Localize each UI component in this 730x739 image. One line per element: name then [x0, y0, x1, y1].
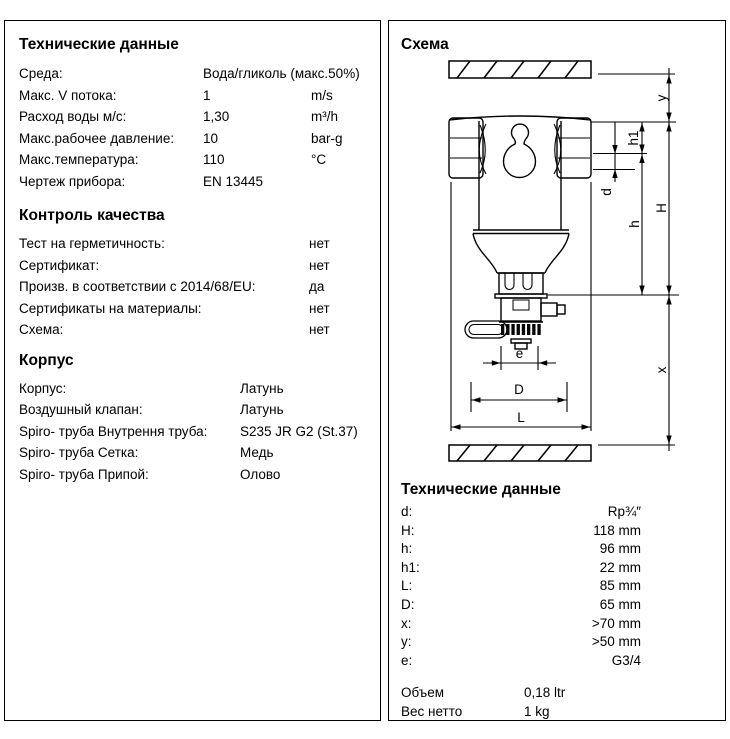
table-row: [19, 464, 366, 486]
row-unit: m/s: [311, 87, 333, 103]
table-row: [19, 63, 366, 85]
row-label: Макс.рабочее давление:: [19, 130, 175, 146]
row-label: H:: [401, 522, 415, 538]
row-value: 1: [203, 87, 211, 103]
row-value: Латунь: [240, 380, 284, 396]
table-row: [401, 559, 641, 578]
row-label: Макс.температура:: [19, 152, 139, 167]
row-value: 22 mm: [599, 559, 641, 575]
row-value: 118 mm: [593, 522, 641, 538]
table-row: [401, 596, 641, 615]
row-label: e:: [401, 652, 413, 668]
table-row: [401, 683, 725, 702]
row-label: Spiro- труба Припой:: [19, 466, 149, 482]
dimensions-table: [401, 503, 641, 670]
table-row: [19, 106, 366, 128]
table-row: [19, 171, 366, 193]
row-label: Воздушный клапан:: [19, 402, 143, 417]
row-label: Среда:: [19, 66, 63, 81]
row-value: да: [309, 279, 325, 294]
section-title-technical-data: Технические данные: [19, 36, 179, 53]
row-value: >70 mm: [591, 615, 641, 631]
row-unit: [311, 63, 366, 85]
table-row: [19, 319, 366, 341]
row-value: нет: [309, 322, 330, 337]
row-label: Вес нетто: [401, 704, 463, 720]
row-value: Медь: [240, 445, 274, 460]
row-label: h:: [401, 541, 413, 557]
drain-loop-handle: [465, 321, 507, 338]
row-label: d:: [401, 504, 413, 519]
row-unit: m³/h: [311, 109, 338, 124]
row-label: L:: [401, 578, 413, 594]
row-label: h1:: [401, 559, 420, 575]
table-row: [19, 421, 366, 443]
row-label: Корпус:: [19, 380, 67, 396]
table-row: [19, 298, 366, 320]
table-row: [19, 399, 366, 421]
row-value: S235 JR G2 (St.37): [240, 423, 358, 439]
row-value: Латунь: [240, 402, 284, 417]
right-panel: [388, 20, 726, 721]
row-label: Произв. в соответствии с 2014/68/EU:: [19, 279, 256, 294]
air-vent-keyhole: [504, 124, 536, 177]
body-materials-table: [19, 378, 366, 486]
row-label: Сертификаты на материалы:: [19, 300, 202, 316]
row-label: y:: [401, 634, 412, 650]
row-value: 96 mm: [599, 541, 641, 557]
dim-label-L: L: [517, 410, 525, 425]
row-label: Объем: [401, 685, 445, 701]
quality-control-table: [19, 233, 366, 341]
row-label: Тест на герметичность:: [19, 236, 165, 251]
section-title-quality-control: Контроль качества: [19, 207, 165, 224]
row-value: 85 mm: [599, 578, 641, 594]
table-row: [19, 149, 366, 171]
technical-data-table: [19, 63, 366, 192]
valve-dimension-drawing: [389, 54, 724, 464]
table-row: [401, 702, 725, 721]
floor-hatch-bar: [449, 445, 591, 461]
row-value: 10: [203, 130, 219, 146]
row-label: Чертеж прибора:: [19, 173, 126, 189]
dim-label-h1: h1: [626, 130, 641, 146]
table-row: [401, 540, 641, 559]
dim-label-y: y: [654, 94, 669, 102]
row-value: Олово: [240, 466, 281, 482]
left-panel: [4, 20, 381, 721]
table-row: [401, 633, 641, 652]
row-unit: bar-g: [311, 130, 343, 146]
row-value: G3/4: [611, 652, 641, 668]
table-row: [19, 255, 366, 277]
dimension-arrowheads: [452, 75, 672, 444]
section-title-scheme: Схема: [401, 36, 449, 53]
table-row: [401, 503, 641, 522]
table-row: [19, 276, 366, 298]
row-value: >50 mm: [591, 634, 641, 650]
row-value: EN 13445: [203, 173, 264, 189]
table-row: [401, 522, 641, 541]
row-value: нет: [309, 300, 330, 316]
valve-body-drawing: [449, 116, 591, 349]
row-value: 1,30: [203, 109, 230, 124]
row-value: 1 kg: [524, 704, 550, 720]
row-value: 0,18 ltr: [524, 685, 566, 701]
section-title-body: Корпус: [19, 351, 74, 369]
row-value: нет: [309, 236, 330, 251]
dim-label-x: x: [654, 366, 669, 374]
row-unit: °C: [311, 152, 327, 167]
table-row: [401, 615, 641, 634]
table-row: [19, 442, 366, 464]
row-value: Вода/гликоль (макс.50%): [203, 66, 360, 81]
reference-lines: [451, 74, 679, 445]
row-unit: [311, 171, 366, 193]
dim-label-e: e: [515, 346, 524, 361]
row-value: 110: [203, 152, 225, 167]
row-label: x:: [401, 615, 412, 631]
row-value: Rp¾″: [607, 504, 641, 519]
row-value: 65 mm: [599, 596, 641, 612]
table-row: [19, 85, 366, 107]
row-label: Spiro- труба Внутрення труба:: [19, 423, 208, 439]
volume-weight-table: [401, 683, 725, 721]
row-label: D:: [401, 596, 415, 612]
dim-label-D: D: [514, 382, 524, 397]
row-label: Сертификат:: [19, 257, 100, 273]
ceiling-hatch-bar: [449, 61, 591, 78]
table-row: [19, 378, 366, 400]
table-row: [401, 652, 641, 671]
dim-label-d: d: [599, 188, 614, 196]
row-value: нет: [309, 257, 330, 273]
section-title-dimensions: Технические данные: [401, 481, 561, 498]
table-row: [19, 128, 366, 150]
table-row: [401, 577, 641, 596]
dim-label-H: H: [654, 203, 669, 213]
row-label: Расход воды м/с:: [19, 109, 127, 124]
row-label: Схема:: [19, 322, 64, 337]
dim-label-h: h: [627, 220, 642, 228]
table-row: [19, 233, 366, 255]
row-label: Макс. V потока:: [19, 87, 117, 103]
row-label: Spiro- труба Сетка:: [19, 445, 139, 460]
